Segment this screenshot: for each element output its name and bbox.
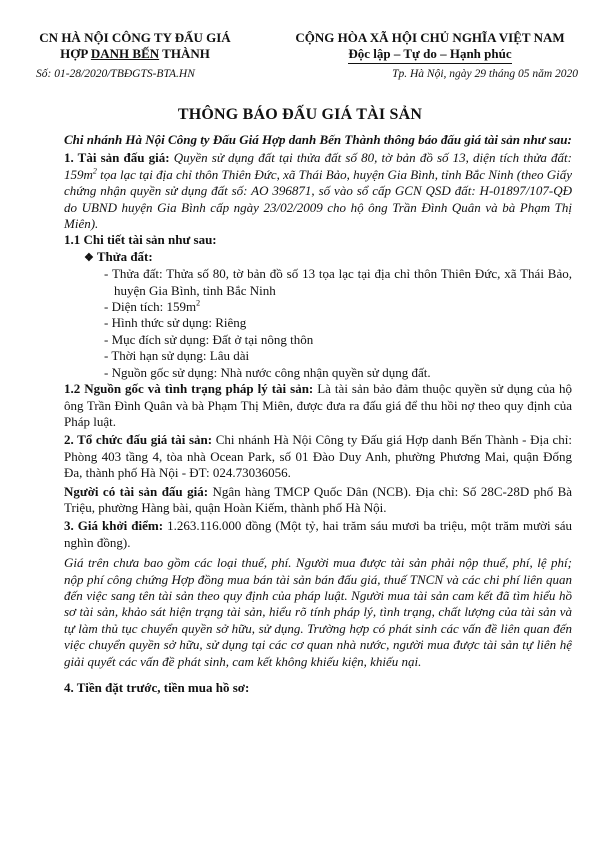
- land-details-list: [78, 266, 572, 381]
- section-2-label: 2. Tổ chức đấu giá tài sản:: [64, 432, 213, 448]
- nation-name: CỘNG HÒA XÃ HỘI CHỦ NGHĨA VIỆT NAM: [295, 30, 565, 45]
- section-3: 3. Giá khởi điểm: 1.263.116.000 đồng (Một tỷ, hai trăm sáu mươi ba triệu, một trăm mười sáu nghìn đồng).: [64, 518, 573, 550]
- section-1-2-label: 1.2 Nguồn gốc và tình trạng pháp lý tài sản:: [64, 381, 314, 397]
- section-1-1-label: 1.1 Chi tiết tài sản như sau:: [64, 232, 217, 248]
- document-body: [64, 132, 573, 696]
- detail-origin: - Nguồn gốc sử dụng: Nhà nước công nhận quyền sử dụng đất.: [104, 364, 431, 380]
- issuer-name-line1: CN HÀ NỘI CÔNG TY ĐẤU GIÁ: [39, 30, 231, 45]
- issuer-name-underlined: DANH BẾN: [90, 46, 160, 61]
- price-note: Giá trên chưa bao gồm các loại thuế, phí. Người mua được tài sản phải nộp thuế, phí, lệ phí; nộp phí công chứng Hợp đồng mua bán tài sản bán đấu giá, thuế TNCN và các chi phí liên quan đến việc sang tên tài sản theo quy định của pháp luật. Người mua tài sản cam kết đã tìm hiểu hồ sơ tài sản, khảo sát hiện trạng tài sản, hiểu rõ tính pháp lý, tình trạng, chất lượng của tài sản và tự làm thủ tục chuyển quyền sở hữu, sử dụng. Trường hợp có phát sinh các vấn đề liên quan đến việc chuyển quyền sở hữu, sử dụng tại các cơ quan nhà nước, người mua được tài sản tự liên hệ giải quyết các vấn đề phát sinh, cam kết không khiếu kiện, khiếu nại.: [64, 555, 572, 669]
- section-1-label: 1. Tài sản đấu giá:: [64, 150, 170, 166]
- diamond-bullet-icon: ❖: [84, 251, 94, 264]
- document-date: Tp. Hà Nội, ngày 29 tháng 05 năm 2020: [392, 68, 578, 80]
- document-title: THÔNG BÁO ĐẤU GIÁ TÀI SẢN: [177, 106, 423, 123]
- issuer-block: [20, 30, 250, 62]
- land-plot-heading: ❖ Thửa đất:: [78, 249, 572, 266]
- issuer-name-line2: HỢP DANH BẾN THÀNH: [60, 46, 210, 61]
- detail-purpose: - Mục đích sử dụng: Đất ở tại nông thôn: [104, 331, 314, 347]
- asset-owner: Người có tài sản đấu giá: Ngân hàng TMCP Quốc Dân (NCB). Địa chỉ: Số 28C-28D phố Bà Triệu, phường Hàng bài, quận Hoàn Kiếm, thành phố Hà Nội.: [64, 483, 573, 515]
- section-2: 2. Tổ chức đấu giá tài sản: Chi nhánh Hà Nội Công ty Đấu giá Hợp danh Bến Thành - Địa chỉ: Phòng 403 tầng 4, tòa nhà Ocean Park, số 01 Đào Duy Anh, phường Phương Mai, quận Đống Đa, thành phố Hà Nội - ĐT: 024.73036056.: [64, 432, 573, 481]
- section-1: 1. Tài sản đấu giá: Quyền sử dụng đất tại thửa đất số 80, tờ bản đồ số 13, diện tích thửa đất: $159m^2$ tọa lạc tại địa chỉ thôn Thiên Đức, xã Thái Bảo, huyện Gia Bình, tỉnh Bắc Ninh (theo Giấy chứng nhận quyền sử dụng đất số: AO 396871, số vào sổ cấp GCN QSD đất: H-01897/107-QĐ do UBND huyện Gia Bình cấp ngày 23/02/2009 cho hộ ông Trần Đình Quân và bà Phạm Thị Miên).: [64, 150, 572, 232]
- detail-duration: - Thời hạn sử dụng: Lâu dài: [104, 348, 250, 364]
- detail-usage-form: - Hình thức sử dụng: Riêng: [104, 315, 247, 331]
- section-3-label: 3. Giá khởi điểm:: [64, 518, 164, 534]
- section-4-label: 4. Tiền đặt trước, tiền mua hồ sơ:: [64, 680, 250, 695]
- detail-location: - Thửa đất: Thửa số 80, tờ bản đồ số 13 tọa lạc tại địa chỉ thôn Thiên Đức, xã Thái Bảo, huyện Gia Bình, tỉnh Bắc Ninh: [104, 266, 572, 298]
- asset-owner-label: Người có tài sản đấu giá:: [64, 483, 209, 499]
- motto: Độc lập – Tự do – Hạnh phúc: [348, 46, 511, 64]
- section-1-2: 1.2 Nguồn gốc và tình trạng pháp lý tài sản: Là tài sản bảo đảm thuộc quyền sử dụng của hộ ông Trần Đình Quân và bà Phạm Thị Miên, được đưa ra đấu giá để thu hồi nợ theo quy định của Pháp luật.: [64, 381, 572, 429]
- national-header: [270, 30, 590, 64]
- intro-paragraph: Chi nhánh Hà Nội Công ty Đấu Giá Hợp danh Bến Thành thông báo đấu giá tài sản như sau:: [64, 132, 572, 147]
- detail-area: - Diện tích: $159m^2$: [104, 298, 201, 315]
- document-number: Số: 01-28/2020/TBĐGTS-BTA.HN: [36, 68, 195, 80]
